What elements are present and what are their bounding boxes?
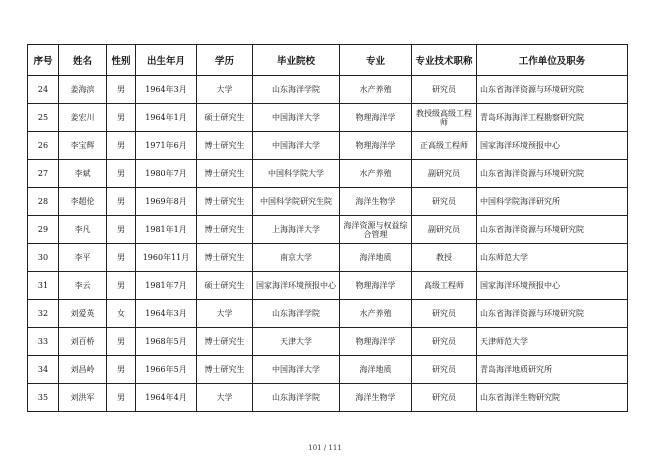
page-number: 101 / 111 <box>308 444 342 452</box>
cell-school: 天津大学 <box>253 328 340 356</box>
cell-school: 山东海洋学院 <box>253 384 340 412</box>
table-header-row <box>28 45 628 76</box>
cell-employer: 山东师范大学 <box>477 244 628 272</box>
cell-major: 物理海洋学 <box>340 328 412 356</box>
cell-seq: 35 <box>28 384 59 412</box>
table-row <box>28 328 628 356</box>
cell-title: 研究员 <box>412 328 477 356</box>
table-row <box>28 76 628 104</box>
table-row <box>28 104 628 132</box>
table-row <box>28 300 628 328</box>
cell-seq: 30 <box>28 244 59 272</box>
cell-education: 硕士研究生 <box>197 104 253 132</box>
cell-employer: 山东省海洋资源与环境研究院 <box>477 160 628 188</box>
cell-education: 博士研究生 <box>197 188 253 216</box>
cell-school: 中国科学院大学 <box>253 160 340 188</box>
cell-seq: 27 <box>28 160 59 188</box>
cell-title: 教授 <box>412 244 477 272</box>
cell-school: 山东海洋学院 <box>253 300 340 328</box>
cell-name: 姜宏川 <box>59 104 107 132</box>
table-row <box>28 160 628 188</box>
cell-school: 南京大学 <box>253 244 340 272</box>
cell-title: 副研究员 <box>412 216 477 244</box>
cell-seq: 31 <box>28 272 59 300</box>
cell-birth: 1964年3月 <box>136 300 197 328</box>
cell-name: 李云 <box>59 272 107 300</box>
cell-seq: 28 <box>28 188 59 216</box>
cell-school: 中国海洋大学 <box>253 104 340 132</box>
cell-name: 刘洪军 <box>59 384 107 412</box>
cell-birth: 1971年6月 <box>136 132 197 160</box>
cell-school: 山东海洋学院 <box>253 76 340 104</box>
cell-education: 博士研究生 <box>197 132 253 160</box>
cell-seq: 26 <box>28 132 59 160</box>
cell-seq: 24 <box>28 76 59 104</box>
cell-major: 海洋生物学 <box>340 188 412 216</box>
cell-employer: 中国科学院海洋研究所 <box>477 188 628 216</box>
cell-title: 高级工程师 <box>412 272 477 300</box>
cell-school: 国家海洋环境预报中心 <box>253 272 340 300</box>
cell-birth: 1969年8月 <box>136 188 197 216</box>
cell-gender: 男 <box>107 328 136 356</box>
cell-gender: 男 <box>107 216 136 244</box>
col-header-school: 毕业院校 <box>253 45 340 76</box>
cell-major: 物理海洋学 <box>340 272 412 300</box>
table-body <box>28 76 628 412</box>
col-header-title: 专业技术职称 <box>412 45 477 76</box>
cell-education: 博士研究生 <box>197 216 253 244</box>
cell-school: 中国海洋大学 <box>253 356 340 384</box>
cell-education: 博士研究生 <box>197 160 253 188</box>
col-header-seq: 序号 <box>28 45 59 76</box>
table-row <box>28 132 628 160</box>
cell-seq: 32 <box>28 300 59 328</box>
cell-birth: 1981年1月 <box>136 216 197 244</box>
cell-education: 大学 <box>197 384 253 412</box>
cell-name: 刘百桥 <box>59 328 107 356</box>
cell-name: 李宝辉 <box>59 132 107 160</box>
col-header-name: 姓名 <box>59 45 107 76</box>
cell-name: 李凡 <box>59 216 107 244</box>
cell-employer: 青岛海洋地质研究所 <box>477 356 628 384</box>
cell-education: 博士研究生 <box>197 244 253 272</box>
cell-major: 物理海洋学 <box>340 132 412 160</box>
cell-title: 研究员 <box>412 76 477 104</box>
cell-title: 研究员 <box>412 356 477 384</box>
cell-employer: 天津师范大学 <box>477 328 628 356</box>
col-header-birth: 出生年月 <box>136 45 197 76</box>
cell-major: 水产养殖 <box>340 300 412 328</box>
personnel-table <box>27 44 628 412</box>
col-header-education: 学历 <box>197 45 253 76</box>
cell-seq: 33 <box>28 328 59 356</box>
col-header-major: 专业 <box>340 45 412 76</box>
cell-title: 研究员 <box>412 188 477 216</box>
cell-school: 上海海洋大学 <box>253 216 340 244</box>
cell-major: 水产养殖 <box>340 76 412 104</box>
table-row <box>28 384 628 412</box>
cell-education: 大学 <box>197 76 253 104</box>
cell-major: 水产养殖 <box>340 160 412 188</box>
cell-employer: 山东省海洋资源与环境研究院 <box>477 76 628 104</box>
cell-major: 海洋地质 <box>340 356 412 384</box>
cell-employer: 山东省海洋资源与环境研究院 <box>477 216 628 244</box>
cell-birth: 1980年7月 <box>136 160 197 188</box>
cell-name: 李超伦 <box>59 188 107 216</box>
cell-major: 物理海洋学 <box>340 104 412 132</box>
cell-name: 刘昌岭 <box>59 356 107 384</box>
cell-gender: 男 <box>107 76 136 104</box>
cell-gender: 男 <box>107 160 136 188</box>
cell-education: 大学 <box>197 300 253 328</box>
cell-school: 中国海洋大学 <box>253 132 340 160</box>
cell-gender: 男 <box>107 132 136 160</box>
cell-gender: 男 <box>107 104 136 132</box>
col-header-employer: 工作单位及职务 <box>477 45 628 76</box>
cell-seq: 34 <box>28 356 59 384</box>
col-header-gender: 性别 <box>107 45 136 76</box>
cell-employer: 山东省海洋生物研究院 <box>477 384 628 412</box>
table-row <box>28 272 628 300</box>
cell-birth: 1964年1月 <box>136 104 197 132</box>
cell-employer: 青岛环海海洋工程勘察研究院 <box>477 104 628 132</box>
cell-gender: 女 <box>107 300 136 328</box>
cell-gender: 男 <box>107 244 136 272</box>
cell-employer: 国家海洋环境预报中心 <box>477 272 628 300</box>
cell-major: 海洋地质 <box>340 244 412 272</box>
cell-education: 硕士研究生 <box>197 272 253 300</box>
cell-birth: 1968年5月 <box>136 328 197 356</box>
table-row <box>28 244 628 272</box>
cell-name: 姜海滨 <box>59 76 107 104</box>
cell-education: 博士研究生 <box>197 328 253 356</box>
cell-seq: 25 <box>28 104 59 132</box>
cell-name: 刘爱英 <box>59 300 107 328</box>
cell-title: 副研究员 <box>412 160 477 188</box>
cell-birth: 1966年5月 <box>136 356 197 384</box>
cell-title: 正高级工程师 <box>412 132 477 160</box>
cell-birth: 1964年4月 <box>136 384 197 412</box>
table-row <box>28 216 628 244</box>
cell-school: 中国科学院研究生院 <box>253 188 340 216</box>
cell-major: 海洋资源与权益综合管理 <box>340 216 412 244</box>
cell-education: 博士研究生 <box>197 356 253 384</box>
table-row <box>28 188 628 216</box>
cell-gender: 男 <box>107 384 136 412</box>
cell-name: 李平 <box>59 244 107 272</box>
cell-employer: 山东省海洋资源与环境研究院 <box>477 300 628 328</box>
table-row <box>28 356 628 384</box>
cell-gender: 男 <box>107 188 136 216</box>
cell-gender: 男 <box>107 272 136 300</box>
cell-title: 研究员 <box>412 300 477 328</box>
cell-title: 研究员 <box>412 384 477 412</box>
cell-birth: 1960年11月 <box>136 244 197 272</box>
cell-name: 李斌 <box>59 160 107 188</box>
cell-seq: 29 <box>28 216 59 244</box>
cell-gender: 男 <box>107 356 136 384</box>
cell-major: 海洋生物学 <box>340 384 412 412</box>
cell-employer: 国家海洋环境预报中心 <box>477 132 628 160</box>
cell-birth: 1964年3月 <box>136 76 197 104</box>
cell-birth: 1981年7月 <box>136 272 197 300</box>
cell-title: 教授级高级工程师 <box>412 104 477 132</box>
